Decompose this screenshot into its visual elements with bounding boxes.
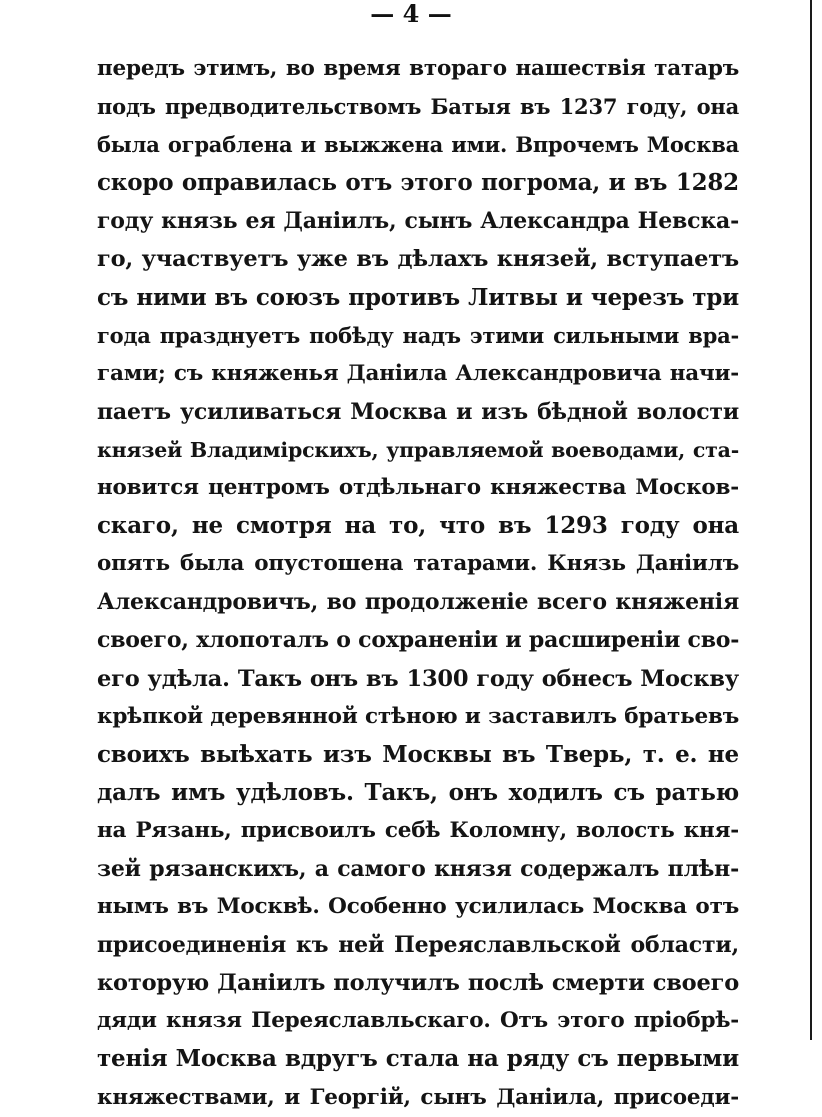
text-line: княжествами, и Георгій, сынъ Даніила, присоеди- xyxy=(97,1084,739,1110)
text-line: паетъ усиливаться Москва и изъ бѣдной волости xyxy=(97,398,739,425)
text-line: своего, хлопоталъ о сохраненіи и расширеніи сво- xyxy=(97,627,739,654)
text-line: крѣпкой деревянной стѣною и заставилъ братьевъ xyxy=(97,703,739,729)
body-text xyxy=(97,50,739,1117)
text-line: году князь ея Даніилъ, сынъ Александра Невска- xyxy=(97,208,739,235)
text-line: года празднуетъ побѣду надъ этими сильными вра- xyxy=(97,322,739,348)
text-line: опять была опустошена татарами. Князь Даніилъ xyxy=(97,551,739,577)
text-line: своихъ выѣхать изъ Москвы въ Тверь, т. е. не xyxy=(97,740,739,768)
text-line: его удѣла. Такъ онъ въ 1300 году обнесъ Москву xyxy=(97,665,739,692)
text-line: подъ предводительствомъ Батыя въ 1237 году, она xyxy=(97,94,739,120)
text-line: Александровичъ, во продолженіе всего княженія xyxy=(97,589,739,616)
text-line: князей Владимірскихъ, управляемой воеводами, ста- xyxy=(97,437,739,462)
text-line: тенія Москва вдругъ стала на ряду съ первыми xyxy=(97,1045,739,1073)
page-number: — 4 — xyxy=(370,0,452,28)
text-line: новится центромъ отдѣльнаго княжества Москов- xyxy=(97,475,739,501)
text-line: скаго, не смотря на то, что въ 1293 году она xyxy=(97,512,739,540)
text-line: передъ этимъ, во время втораго нашествія татаръ xyxy=(97,56,739,81)
text-line: на Рязань, присвоилъ себѣ Коломну, волость кня- xyxy=(97,817,739,843)
text-line: го, участвуетъ уже въ дѣлахъ князей, вступаетъ xyxy=(97,246,739,273)
text-line: присоединенія къ ней Переяславльской области, xyxy=(97,932,739,959)
text-line: нымъ въ Москвѣ. Особенно усилилась Москва отъ xyxy=(97,894,739,920)
text-line: гами; съ княженья Даніила Александровича начи- xyxy=(97,360,739,386)
text-line: зей рязанскихъ, а самого князя содержалъ плѣн- xyxy=(97,855,739,882)
text-line: далъ имъ удѣловъ. Такъ, онъ ходилъ съ ратью xyxy=(97,778,739,806)
text-line: была ограблена и выжжена ими. Впрочемъ Москва xyxy=(97,132,739,158)
text-line: дяди князя Переяславльскаго. Отъ этого пріобрѣ- xyxy=(97,1008,739,1034)
text-line: съ ними въ союзъ противъ Литвы и черезъ три xyxy=(97,283,739,311)
page-edge-rule xyxy=(810,0,812,1040)
text-line: скоро оправилась отъ этого погрома, и въ 1282 xyxy=(97,169,739,197)
text-line: которую Даніилъ получилъ послѣ смерти своего xyxy=(97,970,739,997)
